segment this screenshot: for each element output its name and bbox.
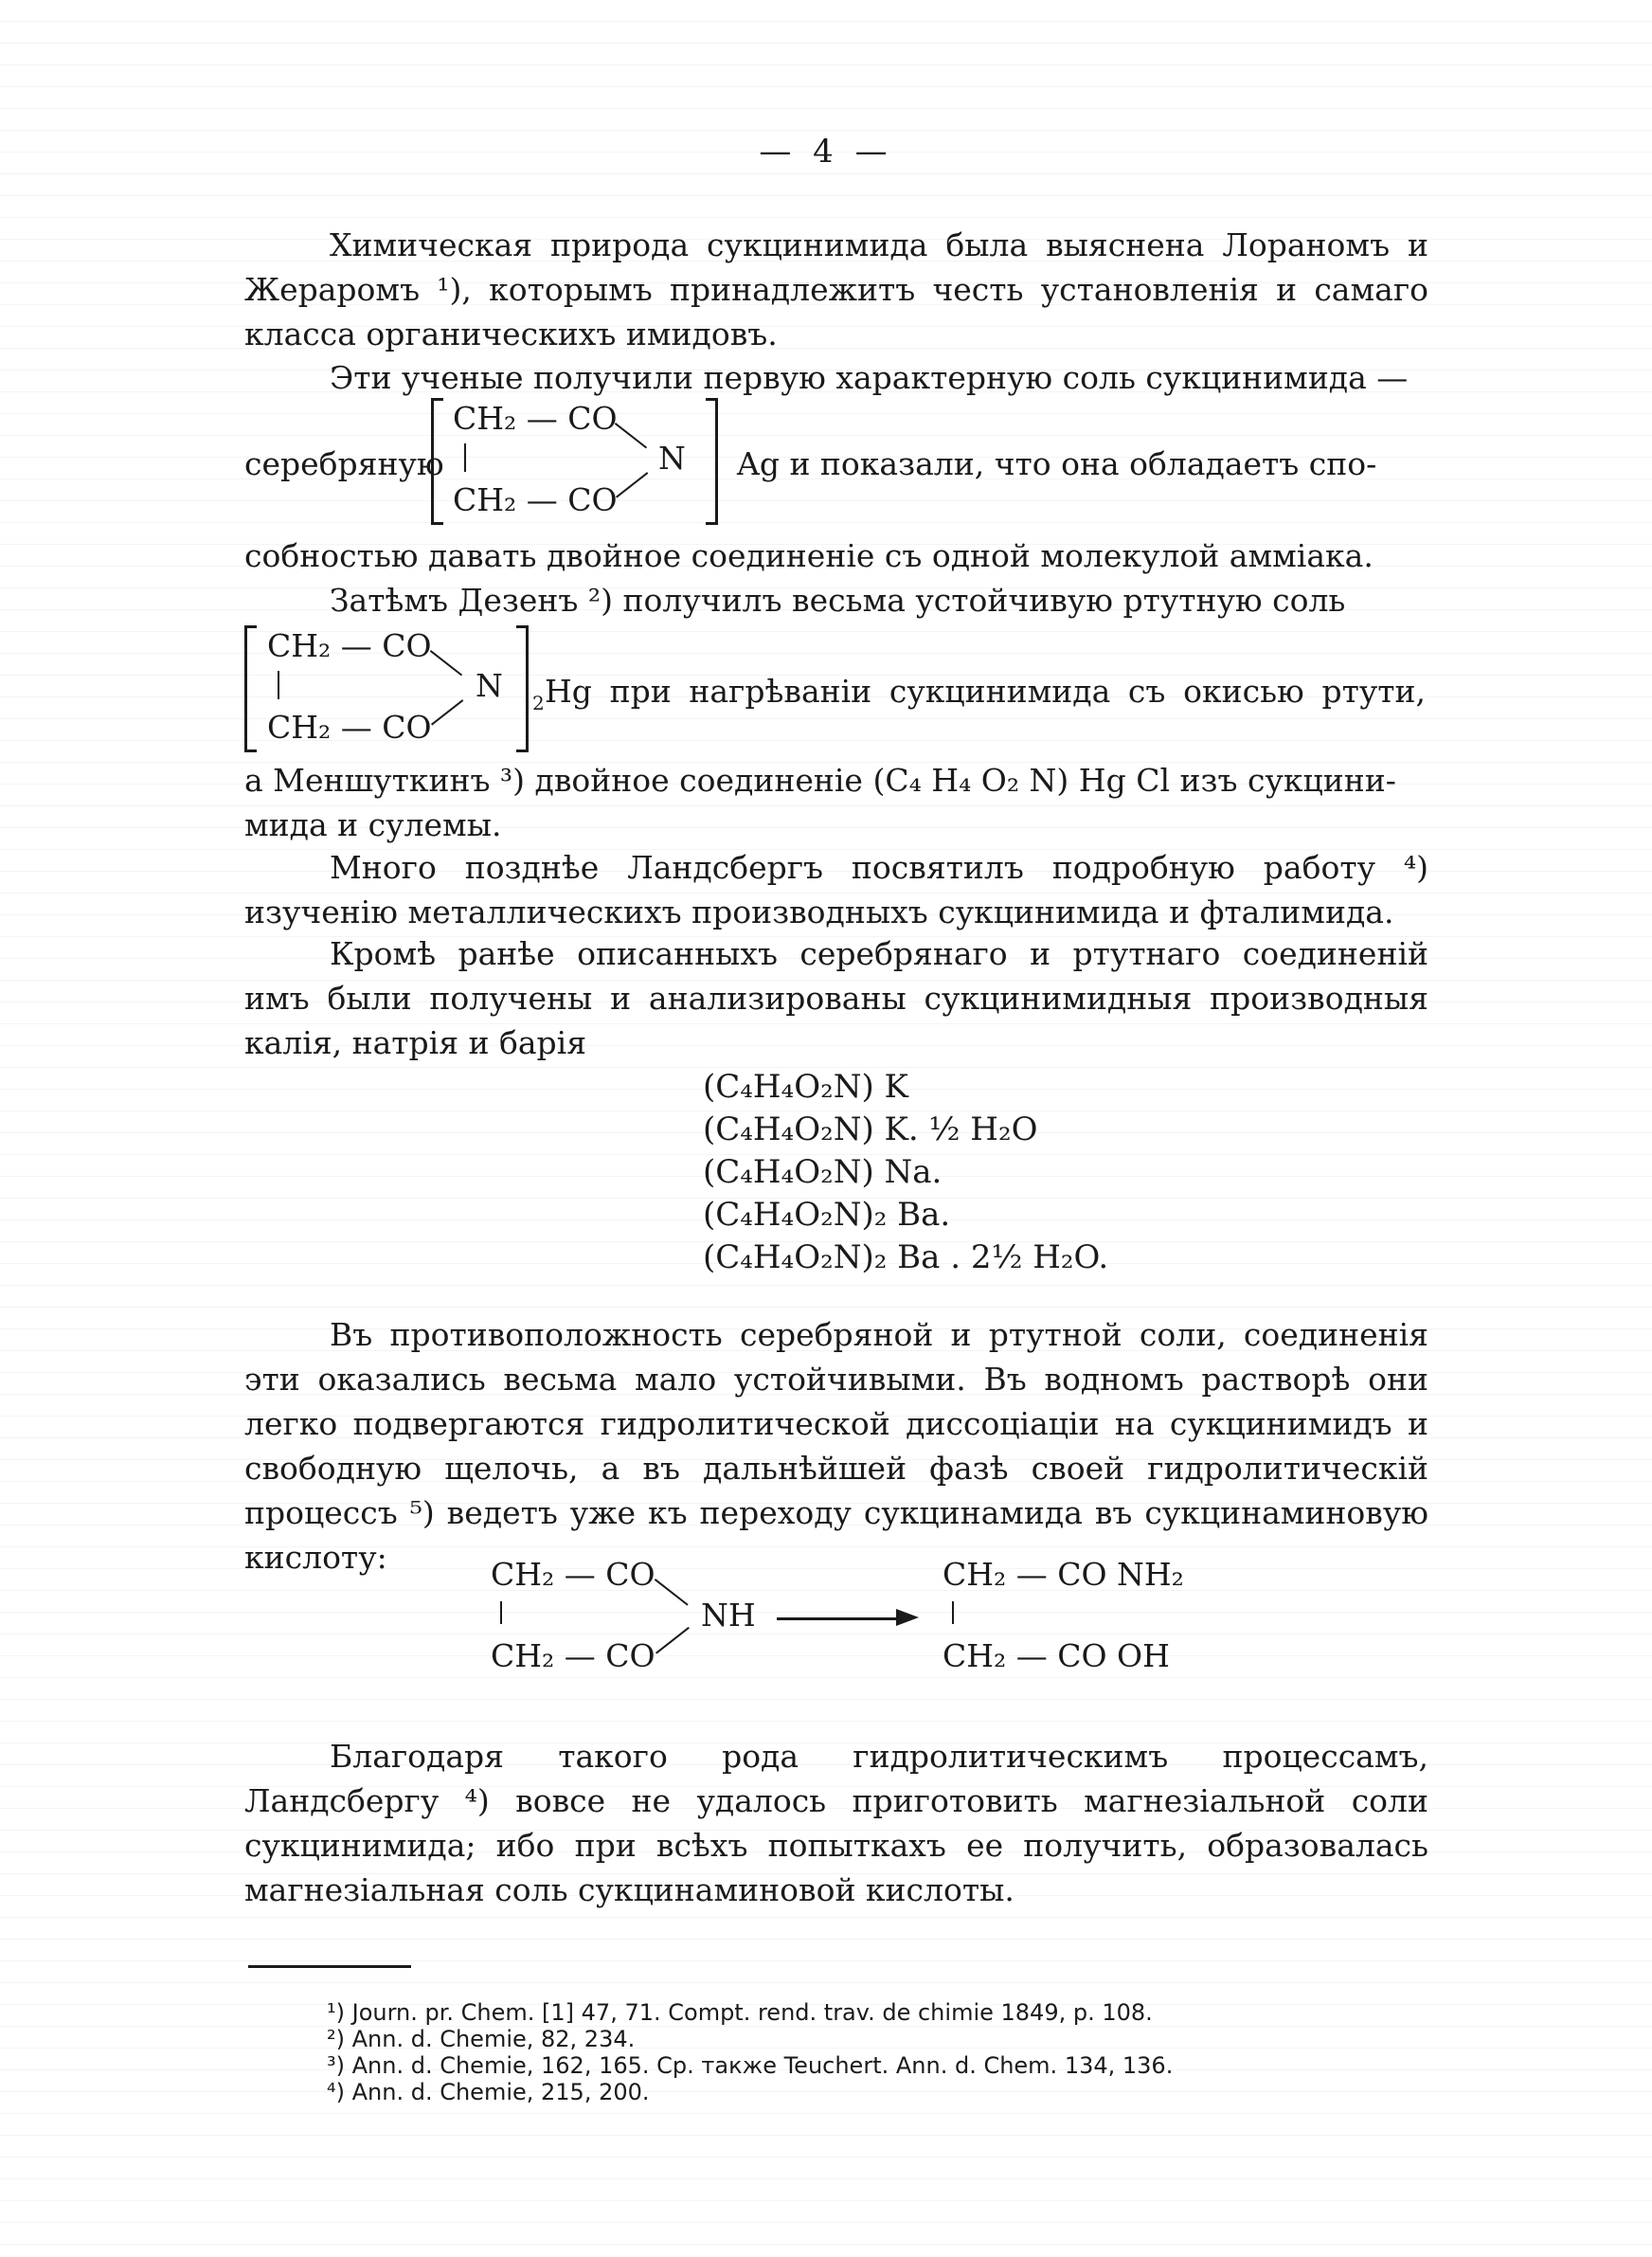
hg-formula-bottom: CH₂ — CO <box>267 709 432 746</box>
footnote-4: ⁴) Ann. d. Chemie, 215, 200. <box>327 2079 650 2105</box>
hg-bond-line <box>278 671 279 699</box>
paragraph-4-text: Много позднѣе Ландсбергъ посвятилъ подробную работу ⁴) изученію металлическихъ производныхъ сукцинимида и фталимида. <box>244 849 1428 930</box>
reaction-left-top: CH₂ — CO <box>491 1556 655 1593</box>
paragraph-3-line-4: мида и сулемы. <box>244 806 502 843</box>
hg-formula-top: CH₂ — CO <box>267 627 432 664</box>
paragraph-7 <box>244 1734 1428 1912</box>
reaction-nh: NH <box>701 1597 756 1634</box>
page-number: — 4 — <box>759 133 893 171</box>
hg-bond-diag-down <box>431 699 463 725</box>
hg-right-bracket <box>516 625 529 752</box>
paragraph-3-line-1: Затѣмъ Дезенъ ²) получилъ весьма устойчивую ртутную соль <box>330 582 1346 619</box>
reaction-product-bottom: CH₂ — CO OH <box>943 1637 1170 1674</box>
reaction-product-bond <box>952 1601 954 1624</box>
reaction-bond-diag-up <box>655 1579 689 1606</box>
hg-n: N <box>476 667 503 704</box>
reaction-arrow-icon <box>896 1609 919 1626</box>
formula-ba-hydrate: (C₄H₄O₂N)₂ Ba . 2½ H₂O. <box>703 1238 1109 1276</box>
footnote-3: ³) Ann. d. Chemie, 162, 165. Ср. также Teuchert. Ann. d. Chem. 134, 136. <box>327 2052 1174 2079</box>
paragraph-5 <box>244 931 1428 1065</box>
paragraph-3-line-3: а Меншуткинъ ³) двойное соединеніе (C₄ H₄ O₂ N) Hg Cl изъ сукцини- <box>244 762 1396 799</box>
footnotes <box>327 1999 1173 2105</box>
paragraph-6-text: Въ противоположность серебряной и ртутной соли, соединенія эти оказались весьма мало устойчивыми. Въ водномъ растворѣ они легко подвергаются гидролитической диссоціаціи на сукцинимидъ и свободную щелочь, а въ дальнѣйшей фазѣ своей гидролитическій процессъ ⁵) ведетъ уже къ переходу сукцинамида въ сукцинаминовую кислоту: <box>244 1316 1428 1576</box>
silver-formula-bottom: CH₂ — CO <box>453 481 618 518</box>
footnote-1: ¹) Journ. pr. Chem. [1] 47, 71. Compt. rend. trav. de chimie 1849, p. 108. <box>327 1999 1153 2026</box>
reaction-bond-diag-down <box>655 1627 690 1654</box>
reaction-product-top: CH₂ — CO NH₂ <box>943 1556 1184 1593</box>
paragraph-5-text: Кромѣ ранѣе описанныхъ серебрянаго и ртутнаго соединеній имъ были получены и анализированы сукцинимидныя производныя калія, натрія и барія <box>244 935 1428 1061</box>
formula-list <box>703 1066 1108 1279</box>
silver-rest: Ag и показали, что она обладаетъ спо- <box>737 445 1377 482</box>
mercury-rest: Hg при нагрѣваніи сукцинимида съ окисью ртути, <box>545 673 1426 710</box>
footnote-rule <box>248 1965 411 1968</box>
hg-left-bracket <box>244 625 257 752</box>
bond-line <box>464 443 466 472</box>
hg-subscript: 2 <box>532 692 545 714</box>
paragraph-2-line-1: Эти ученые получили первую характерную соль сукцинимида — <box>330 359 1409 396</box>
paragraph-4 <box>244 845 1428 934</box>
paragraph-1 <box>244 223 1428 356</box>
left-bracket <box>431 398 443 525</box>
formula-k-hydrate: (C₄H₄O₂N) K. ½ H₂O <box>703 1110 1038 1148</box>
footnote-2: ²) Ann. d. Chemie, 82, 234. <box>327 2026 636 2052</box>
bond-diag-down <box>616 472 648 497</box>
bond-diag-up <box>615 423 647 448</box>
silver-n: N <box>658 440 686 477</box>
reaction-arrow-line <box>777 1617 900 1620</box>
silver-formula-top: CH₂ — CO <box>453 400 618 437</box>
paragraph-1-text: Химическая природа сукцинимида была выяснена Лораномъ и Жераромъ ¹), которымъ принадлежитъ честь установленія и самаго класса органическихъ имидовъ. <box>244 226 1428 352</box>
hg-bond-diag-up <box>430 650 462 676</box>
paragraph-2-line-3: собностью давать двойное соединеніе съ одной молекулой амміака. <box>244 537 1374 574</box>
reaction-left-bond <box>500 1601 502 1624</box>
paragraph-7-text: Благодаря такого рода гидролитическимъ процессамъ, Ландсбергу ⁴) вовсе не удалось приготовить магнезіальной соли сукцинимида; ибо при всѣхъ попыткахъ ее получить, образовалась магнезіальная соль сукцинаминовой кислоты. <box>244 1738 1428 1908</box>
formula-k: (C₄H₄O₂N) K <box>703 1068 908 1106</box>
silver-label: серебряную <box>244 445 444 482</box>
formula-ba: (C₄H₄O₂N)₂ Ba. <box>703 1196 951 1234</box>
formula-na: (C₄H₄O₂N) Na. <box>703 1153 943 1191</box>
paragraph-6 <box>244 1312 1428 1580</box>
reaction-left-bottom: CH₂ — CO <box>491 1637 655 1674</box>
right-bracket <box>706 398 718 525</box>
